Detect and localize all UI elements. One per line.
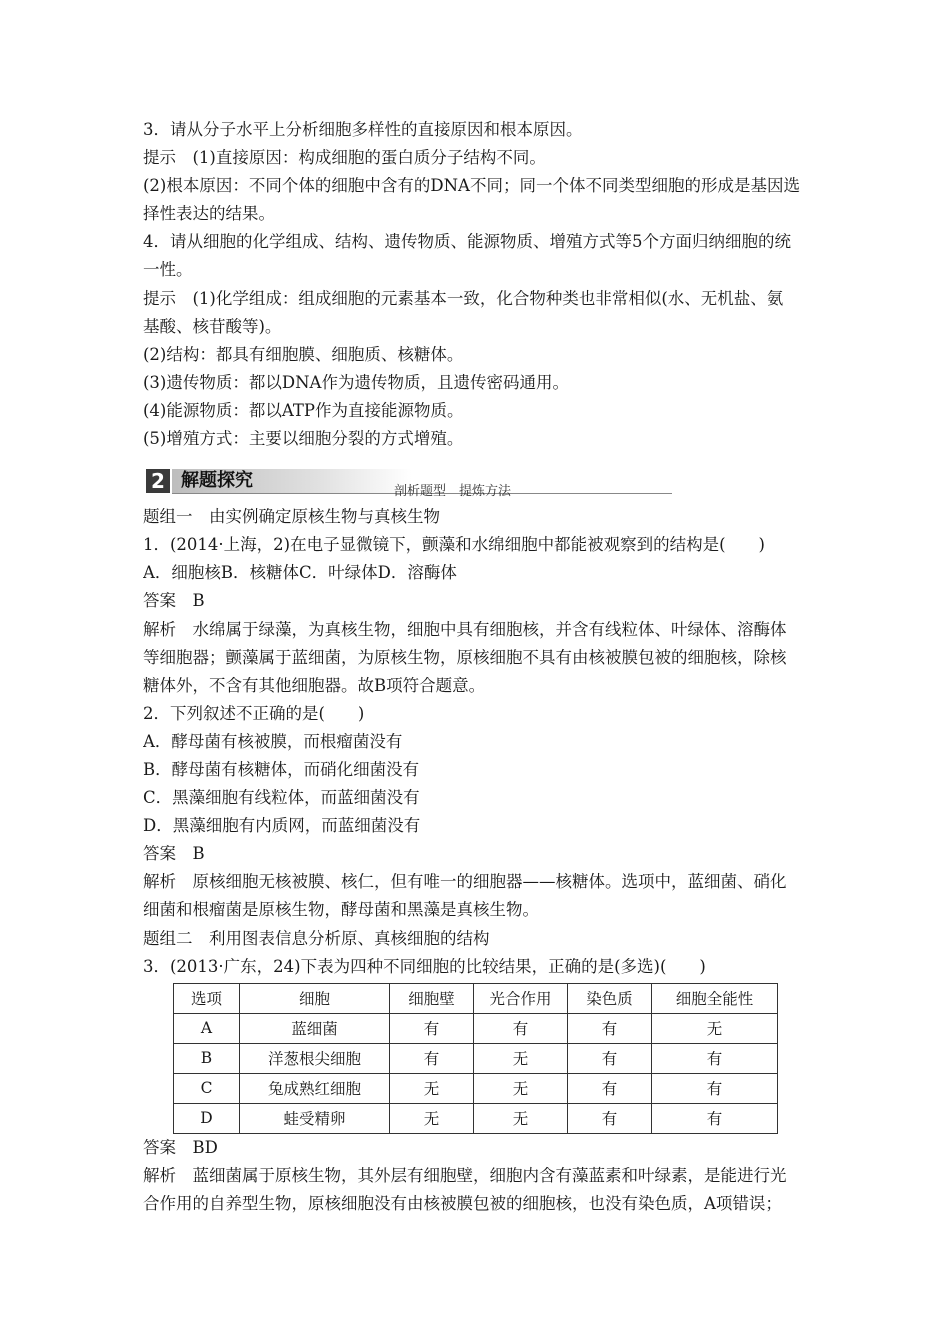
- text-line: 提示 (1)化学组成：组成细胞的元素基本一致，化合物种类也非常相似(水、无机盐、氨: [143, 288, 784, 308]
- text-line: 提示 (1)直接原因：构成细胞的蛋白质分子结构不同。: [143, 148, 546, 168]
- table-cell: 无: [390, 1073, 474, 1103]
- text-line: 解析 原核细胞无核被膜、核仁，但有唯一的细胞器——核糖体。选项中，蓝细菌、硝化: [143, 872, 787, 892]
- text-line: 基酸、核苷酸等)。: [143, 316, 282, 336]
- table-cell: D: [174, 1103, 240, 1133]
- table-cell: 无: [474, 1073, 568, 1103]
- comparison-table: [173, 983, 778, 1134]
- section-banner: [143, 455, 811, 499]
- text-line: B．酵母菌有核糖体，而硝化细菌没有: [143, 759, 420, 779]
- table-cell: 有: [568, 1073, 652, 1103]
- text-line: A．细胞核B．核糖体C．叶绿体D．溶酶体: [143, 563, 457, 583]
- table-cell: 有: [568, 1043, 652, 1073]
- table-cell: A: [174, 1013, 240, 1043]
- text-line: 3．请从分子水平上分析细胞多样性的直接原因和根本原因。: [143, 120, 583, 139]
- text-line: 等细胞器；颤藻属于蓝细菌，为原核生物，原核细胞不具有由核被膜包被的细胞核，除核: [143, 647, 787, 667]
- section-subtitle: 剖析题型 提炼方法: [394, 484, 512, 500]
- text-line: 答案 B: [143, 844, 205, 864]
- table-cell: 无: [390, 1103, 474, 1133]
- table-row: [174, 1073, 778, 1103]
- answer-explanation-section: [143, 1134, 811, 1218]
- table-header-cell: 光合作用: [474, 983, 568, 1013]
- table-header-row: [174, 983, 778, 1013]
- text-line: D．黑藻细胞有内质网，而蓝细菌没有: [143, 816, 421, 836]
- table-cell: 有: [652, 1103, 778, 1133]
- text-line: 4．请从细胞的化学组成、结构、遗传物质、能源物质、增殖方式等5个方面归纳细胞的统: [143, 232, 791, 252]
- text-line: (3)遗传物质：都以DNA作为遗传物质，且遗传密码通用。: [143, 372, 569, 392]
- text-line: 1．(2014·上海，2)在电子显微镜下，颤藻和水绵细胞中都能被观察到的结构是( ): [143, 535, 765, 555]
- questions-section: [143, 503, 811, 981]
- table-cell: B: [174, 1043, 240, 1073]
- text-line: 答案 BD: [143, 1137, 218, 1157]
- table-cell: 有: [568, 1013, 652, 1043]
- table-header-cell: 细胞壁: [390, 983, 474, 1013]
- text-line: 细菌和根瘤菌是原核生物，酵母菌和黑藻是真核生物。: [143, 900, 539, 920]
- table-cell: 洋葱根尖细胞: [240, 1043, 390, 1073]
- text-line: C．黑藻细胞有线粒体，而蓝细菌没有: [143, 788, 420, 808]
- table-cell: C: [174, 1073, 240, 1103]
- section-title: 解题探究: [181, 470, 253, 492]
- text-line: 3．(2013·广东，24)下表为四种不同细胞的比较结果，正确的是(多选)( ): [143, 956, 706, 976]
- text-line: (5)增殖方式：主要以细胞分裂的方式增殖。: [143, 429, 464, 449]
- text-line: 题组二 利用图表信息分析原、真核细胞的结构: [143, 928, 490, 948]
- document-page: [143, 116, 811, 1218]
- table-cell: 有: [652, 1043, 778, 1073]
- table-header-cell: 细胞: [240, 983, 390, 1013]
- table-header-cell: 染色质: [568, 983, 652, 1013]
- table-cell: 蓝细菌: [240, 1013, 390, 1043]
- text-line: 解析 蓝细菌属于原核生物，其外层有细胞壁，细胞内含有藻蓝素和叶绿素，是能进行光: [143, 1165, 787, 1185]
- text-line: 答案 B: [143, 591, 205, 611]
- table-row: [174, 1043, 778, 1073]
- answer-hints-section: [143, 116, 811, 453]
- table-row: [174, 1013, 778, 1043]
- text-line: 解析 水绵属于绿藻，为真核生物，细胞中具有细胞核，并含有线粒体、叶绿体、溶酶体: [143, 619, 787, 639]
- table-header-cell: 选项: [174, 983, 240, 1013]
- table-cell: 蛙受精卵: [240, 1103, 390, 1133]
- text-line: (2)结构：都具有细胞膜、细胞质、核糖体。: [143, 344, 464, 364]
- table-cell: 有: [390, 1013, 474, 1043]
- section-number-badge: 2: [146, 469, 170, 493]
- text-line: 合作用的自养型生物，原核细胞没有由核被膜包被的细胞核，也没有染色质，A项错误；: [143, 1193, 782, 1213]
- text-line: 糖体外，不含有其他细胞器。故B项符合题意。: [143, 675, 486, 695]
- table-cell: 无: [652, 1013, 778, 1043]
- table-cell: 无: [474, 1043, 568, 1073]
- text-line: 题组一 由实例确定原核生物与真核生物: [143, 507, 440, 527]
- text-line: A．酵母菌有核被膜，而根瘤菌没有: [143, 731, 403, 751]
- text-line: (4)能源物质：都以ATP作为直接能源物质。: [143, 400, 464, 420]
- table-cell: 无: [474, 1103, 568, 1133]
- table-row: [174, 1103, 778, 1133]
- table-cell: 兔成熟红细胞: [240, 1073, 390, 1103]
- text-line: 择性表达的结果。: [143, 204, 275, 224]
- table-header-cell: 细胞全能性: [652, 983, 778, 1013]
- table-cell: 有: [568, 1103, 652, 1133]
- text-line: 2．下列叙述不正确的是( ): [143, 703, 365, 723]
- text-line: 一性。: [143, 260, 193, 280]
- table-cell: 有: [474, 1013, 568, 1043]
- text-line: (2)根本原因：不同个体的细胞中含有的DNA不同；同一个体不同类型细胞的形成是基因选: [143, 176, 800, 196]
- table-cell: 有: [390, 1043, 474, 1073]
- table-cell: 有: [652, 1073, 778, 1103]
